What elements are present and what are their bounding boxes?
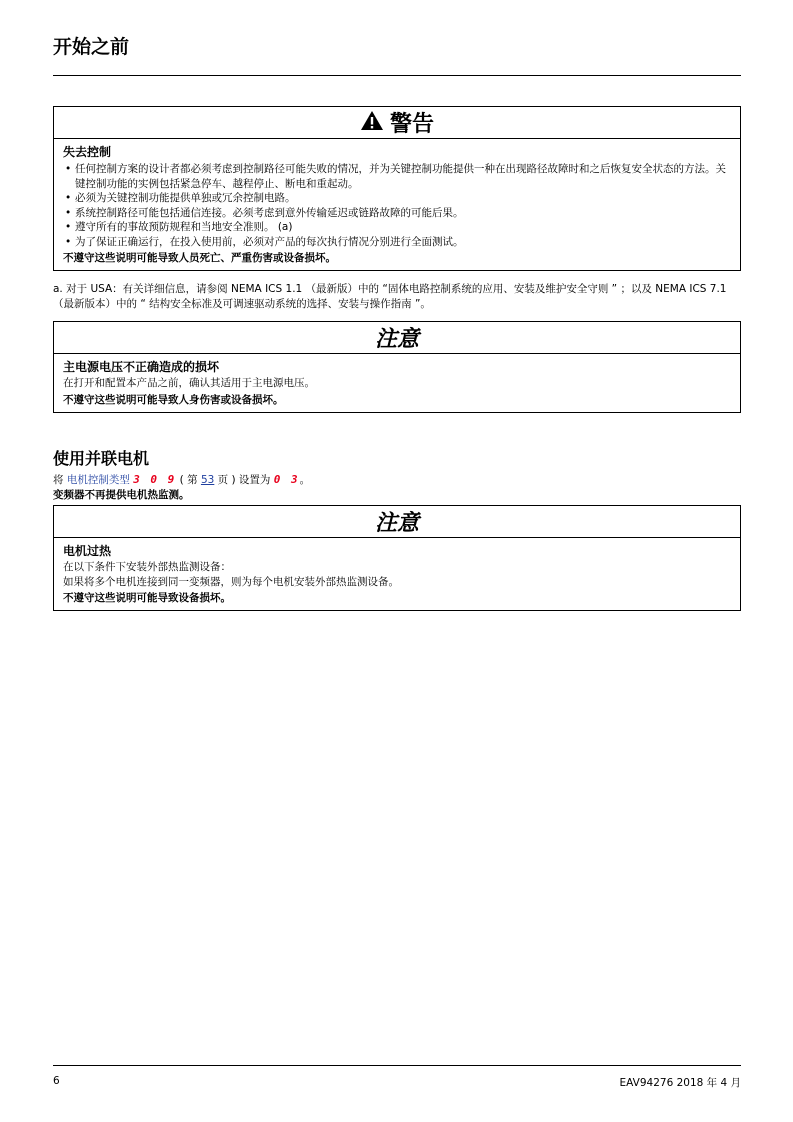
header-divider <box>53 75 741 76</box>
warning-consequence: 不遵守这些说明可能导致人员死亡、严重伤害或设备损坏。 <box>63 252 336 264</box>
warning-triangle-icon <box>360 110 384 135</box>
notice-consequence: 不遵守这些说明可能导致人身伤害或设备损坏。 <box>63 393 284 406</box>
warning-header-title: 警告 <box>389 112 434 137</box>
instruction-note: 变频器不再提供电机热监测。 <box>53 489 190 501</box>
parameter-link[interactable]: 电机控制类型 <box>66 474 130 486</box>
parameter-code: 3 0 9 <box>133 473 177 486</box>
notice-subtitle: 电机过热 <box>63 544 112 558</box>
notice-header-title: 注意 <box>374 511 419 536</box>
warning-bullet-list <box>63 162 731 249</box>
page-title: 开始之前 <box>53 36 130 58</box>
notice-text: 在打开和配置本产品之前，确认其适用于主电源电压。 <box>63 377 315 389</box>
notice-box-header <box>54 506 740 538</box>
notice-box-voltage <box>53 321 741 413</box>
list-item: • 为了保证正确运行，在投入使用前，必须对产品的每次执行情况分别进行全面测试。 <box>63 235 731 250</box>
warning-box-header <box>54 107 740 139</box>
list-item: • 遵守所有的事故预防规程和当地安全准则。 (a) <box>63 220 731 235</box>
instruction-end: 。 <box>299 474 311 486</box>
page-number: 6 <box>53 1075 60 1087</box>
warning-box <box>53 106 741 271</box>
footer-divider <box>53 1065 741 1066</box>
list-item: • 系统控制路径可能包括通信连接。必须考虑到意外传输延迟或链路故障的可能后果。 <box>63 206 731 221</box>
notice-box-header <box>54 322 740 354</box>
notice-subtitle: 主电源电压不正确造成的损坏 <box>63 360 220 374</box>
notice-header-title: 注意 <box>374 327 419 352</box>
section-heading: 使用并联电机 <box>53 449 150 468</box>
instruction-paren-close: 页 ) 设置为 <box>217 474 271 486</box>
warning-subtitle: 失去控制 <box>63 145 112 159</box>
instruction-paren-open: ( 第 <box>179 474 198 486</box>
notice-text-line: 如果将多个电机连接到同一变频器，则为每个电机安装外部热监测设备。 <box>63 575 399 588</box>
footnote: a. 对于 USA：有关详细信息，请参阅 NEMA ICS 1.1 （最新版）中的 “固体电路控制系统的应用、安装及维护安全守则 ” ；以及 NEMA ICS 7.1 （最新版本）中的 “ 结构安全标准及可调速驱动系统的选择、安装与操作指南 ”。 <box>53 283 727 310</box>
instruction-line <box>53 473 310 487</box>
instruction-prefix: 将 <box>53 474 64 486</box>
list-item: • 任何控制方案的设计者都必须考虑到控制路径可能失败的情况，并为关键控制功能提供一种在出现路径故障时和之后恢复安全状态的方法。关键控制功能的实例包括紧急停车、越程停止、断电和重起动。 <box>63 162 731 191</box>
page-reference-link[interactable]: 53 <box>200 474 215 486</box>
list-item: • 必须为关键控制功能提供单独或冗余控制电路。 <box>63 191 731 206</box>
notice-text-line: 在以下条件下安装外部热监测设备： <box>63 561 231 573</box>
document-reference: EAV94276 2018 年 4 月 <box>619 1077 741 1089</box>
notice-consequence: 不遵守这些说明可能导致设备损坏。 <box>63 592 231 604</box>
notice-box-overheat <box>53 505 741 611</box>
value-code: 0 3 <box>273 473 300 486</box>
